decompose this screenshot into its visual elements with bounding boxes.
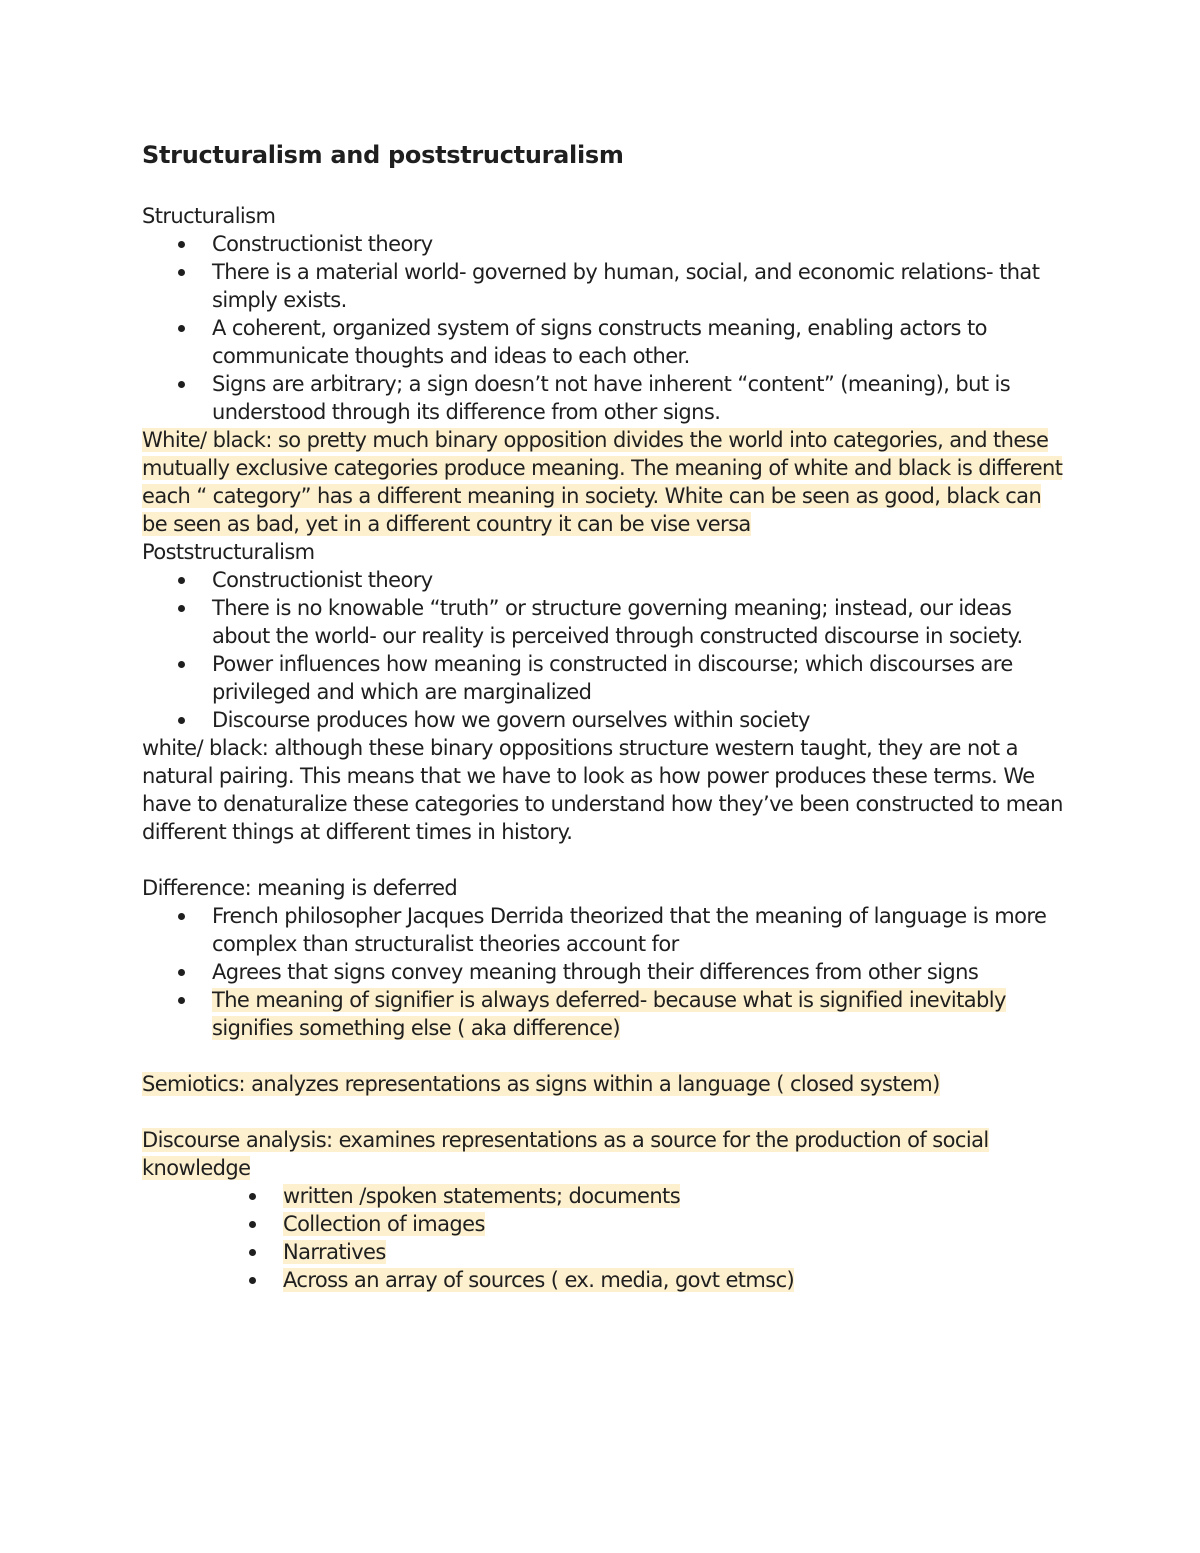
bullet-icon (178, 241, 185, 248)
list-item: Collection of images (283, 1210, 1072, 1238)
spacer (142, 846, 1072, 874)
bullet-icon (249, 1221, 256, 1228)
list-item: Agrees that signs convey meaning through their differences from other signs (212, 958, 1072, 986)
list-item: written /spoken statements; documents (283, 1182, 1072, 1210)
structuralism-note (142, 426, 1072, 538)
list-item: There is a material world- governed by human, social, and economic relations- that simply exists. (212, 258, 1072, 314)
spacer (142, 1042, 1072, 1070)
structuralism-heading: Structuralism (142, 204, 276, 228)
bullet-icon (249, 1249, 256, 1256)
highlighted-text: Discourse analysis: examines representations as a source for the production of social knowledge (142, 1128, 989, 1180)
highlighted-text: White/ black: so pretty much binary opposition divides the world into categories, and these mutually exclusive categories produce meaning. The meaning of white and black is different each “ category” has a different meaning in society. White can be seen as good, black can be seen as bad, yet in a different country it can be vise versa (142, 428, 1063, 536)
bullet-icon (178, 913, 185, 920)
highlighted-text: The meaning of signifier is always deferred- because what is signified inevitably signifies something else ( aka difference) (212, 988, 1006, 1040)
poststructuralism-note: white/ black: although these binary oppositions structure western taught, they are not a natural pairing. This means that we have to look as how power produces these terms. We have to denaturalize these categories to understand how they’ve been constructed to mean different things at different times in history. (142, 736, 1063, 844)
bullet-icon (178, 997, 185, 1004)
list-item: There is no knowable “truth” or structure governing meaning; instead, our ideas about the world- our reality is perceived through constructed discourse in society. (212, 594, 1072, 650)
discourse-analysis-list (142, 1182, 1072, 1294)
highlighted-text: Semiotics: analyzes representations as signs within a language ( closed system) (142, 1072, 940, 1096)
bullet-icon (249, 1193, 256, 1200)
document-page (142, 138, 1072, 1294)
bullet-icon (178, 717, 185, 724)
list-item: Power influences how meaning is constructed in discourse; which discourses are privileged and which are marginalized (212, 650, 1072, 706)
list-item: Constructionist theory (212, 566, 1072, 594)
poststructuralism-list (142, 566, 1072, 734)
document-title: Structuralism and poststructuralism (142, 141, 624, 169)
bullet-icon (178, 577, 185, 584)
list-item (212, 986, 1072, 1042)
list-item: Across an array of sources ( ex. media, govt etmsc) (283, 1266, 1072, 1294)
list-item: Discourse produces how we govern ourselves within society (212, 706, 1072, 734)
structuralism-list (142, 230, 1072, 426)
bullet-icon (178, 381, 185, 388)
list-item: French philosopher Jacques Derrida theorized that the meaning of language is more complex than structuralist theories account for (212, 902, 1072, 958)
difference-heading: Difference: meaning is deferred (142, 876, 458, 900)
bullet-icon (178, 605, 185, 612)
list-item: A coherent, organized system of signs constructs meaning, enabling actors to communicate thoughts and ideas to each other. (212, 314, 1072, 370)
discourse-analysis-line (142, 1126, 1072, 1182)
list-item: Constructionist theory (212, 230, 1072, 258)
list-item: Signs are arbitrary; a sign doesn’t not have inherent “content” (meaning), but is understood through its difference from other signs. (212, 370, 1072, 426)
poststructuralism-heading: Poststructuralism (142, 540, 315, 564)
bullet-icon (178, 661, 185, 668)
bullet-icon (249, 1277, 256, 1284)
difference-list (142, 902, 1072, 1042)
bullet-icon (178, 969, 185, 976)
bullet-icon (178, 269, 185, 276)
spacer (142, 1098, 1072, 1126)
list-item: Narratives (283, 1238, 1072, 1266)
semiotics-line (142, 1070, 1072, 1098)
bullet-icon (178, 325, 185, 332)
